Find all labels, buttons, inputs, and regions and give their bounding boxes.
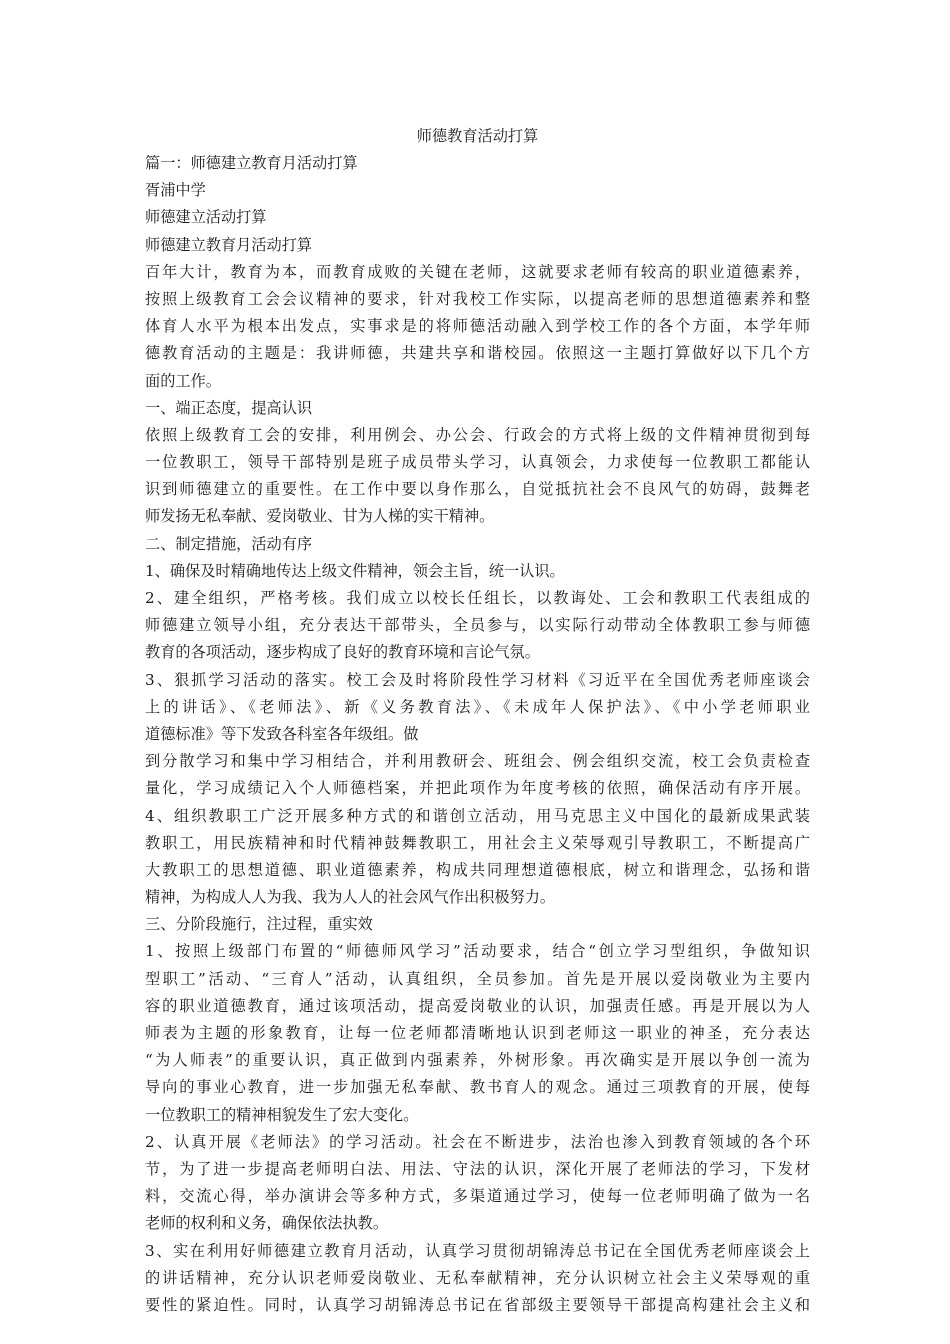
text-line: 要性的紧迫性。同时，认真学习胡锦涛总书记在省部级主要领导干部提高构建社会主义和 bbox=[145, 1295, 810, 1314]
text-line: 精神，为构成人人为我、我为人人的社会风气作出积极努力。 bbox=[145, 888, 556, 907]
text-line: 导向的事业心教育，进一步加强无私奉献、教书育人的观念。通过三项教育的开展，使每 bbox=[145, 1078, 810, 1097]
text-line: 依照上级教育工会的安排，利用例会、办公会、行政会的方式将上级的文件精神贯彻到每 bbox=[145, 425, 810, 444]
document-body bbox=[145, 150, 810, 1319]
document-title: 师德教育活动打算 bbox=[416, 127, 539, 145]
text-line: 1、确保及时精确地传达上级文件精神，领会主旨，统一认识。 bbox=[145, 561, 565, 580]
text-line: 篇一：师德建立教育月活动打算 bbox=[145, 154, 358, 172]
text-line: 一、端正态度，提高认识 bbox=[145, 398, 313, 417]
text-line: 一位教职工的精神相貌发生了宏大变化。 bbox=[145, 1105, 419, 1124]
text-line: 3、实在利用好师德建立教育月活动，认真学习贯彻胡锦涛总书记在全国优秀老师座谈会上 bbox=[145, 1241, 810, 1260]
text-line: 到分散学习和集中学习相结合，并利用教研会、班组会、例会组织交流，校工会负责检查 bbox=[145, 752, 810, 771]
text-line: 识到师德建立的重要性。在工作中要以身作那么，自觉抵抗社会不良风气的妨碍，鼓舞老 bbox=[145, 480, 810, 499]
text-line: 三、分阶段施行，注过程，重实效 bbox=[145, 915, 373, 934]
text-line: 型职工”活动、“三育人”活动，认真组织，全员参加。首先是开展以爱岗敬业为主要内 bbox=[145, 969, 810, 988]
text-line: 胥浦中学 bbox=[145, 181, 206, 200]
text-line: 容的职业道德教育，通过该项活动，提高爱岗敬业的认识，加强责任感。再是开展以为人 bbox=[145, 996, 810, 1015]
text-line: 道德标准》等下发致各科室各年级组。做 bbox=[145, 724, 419, 743]
text-line: 节，为了进一步提高老师明白法、用法、守法的认识，深化开展了老师法的学习，下发材 bbox=[145, 1159, 810, 1178]
text-line: 1、按照上级部门布置的“师德师风学习”活动要求，结合“创立学习型组织，争做知识 bbox=[145, 942, 810, 961]
text-line: 2、建全组织，严格考核。我们成立以校长任组长，以教诲处、工会和教职工代表组成的 bbox=[145, 589, 810, 607]
text-line: 体育人水平为根本出发点，实事求是的将师德活动融入到学校工作的各个方面，本学年师 bbox=[145, 317, 810, 336]
text-line: “为人师表”的重要认识，真正做到内强素养，外树形象。再次确实是开展以争创一流为 bbox=[145, 1051, 810, 1070]
text-line: 师发扬无私奉献、爱岗敬业、甘为人梯的实干精神。 bbox=[145, 507, 495, 526]
text-line: 2、认真开展《老师法》的学习活动。社会在不断进步，法治也渗入到教育领域的各个环 bbox=[145, 1132, 810, 1151]
text-line: 老师的权利和义务，确保依法执教。 bbox=[145, 1214, 388, 1233]
text-line: 师表为主题的形象教育，让每一位老师都清晰地认识到老师这一职业的神圣，充分表达 bbox=[145, 1024, 810, 1042]
text-line: 上的讲话》、《老师法》、新《义务教育法》、《未成年人保护法》、《中小学老师职业 bbox=[145, 697, 810, 716]
text-line: 4、组织教职工广泛开展多种方式的和谐创立活动，用马克思主义中国化的最新成果武装 bbox=[145, 806, 810, 825]
text-line: 3、狠抓学习活动的落实。校工会及时将阶段性学习材料《习近平在全国优秀老师座谈会 bbox=[145, 670, 810, 689]
text-line: 按照上级教育工会会议精神的要求，针对我校工作实际，以提高老师的思想道德素养和整 bbox=[145, 289, 810, 308]
text-line: 师德建立领导小组，充分表达干部带头，全员参与，以实际行动带动全体教职工参与师德 bbox=[145, 616, 810, 635]
text-line: 面的工作。 bbox=[145, 371, 221, 390]
text-line: 教职工，用民族精神和时代精神鼓舞教职工，用社会主义荣辱观引导教职工，不断提高广 bbox=[145, 833, 810, 852]
text-line: 大教职工的思想道德、职业道德素养，构成共同理想道德根底，树立和谐理念，弘扬和谐 bbox=[145, 860, 810, 879]
text-line: 德教育活动的主题是：我讲师德，共建共享和谐校园。依照这一主题打算做好以下几个方 bbox=[145, 344, 810, 363]
text-line: 师德建立教育月活动打算 bbox=[145, 235, 313, 254]
text-line: 教育的各项活动，逐步构成了良好的教育环境和言论气氛。 bbox=[145, 643, 540, 662]
text-line: 量化，学习成绩记入个人师德档案，并把此项作为年度考核的依照，确保活动有序开展。 bbox=[145, 779, 810, 798]
text-line: 百年大计，教育为本，而教育成败的关键在老师，这就要求老师有较高的职业道德素养， bbox=[145, 262, 810, 281]
text-line: 二、制定措施，活动有序 bbox=[145, 534, 313, 553]
text-line: 师德建立活动打算 bbox=[145, 208, 267, 227]
text-line: 料，交流心得，举办演讲会等多种方式，多渠道通过学习，使每一位老师明确了做为一名 bbox=[145, 1187, 810, 1206]
text-line: 一位教职工，领导干部特别是班子成员带头学习，认真领会，力求使每一位教职工都能认 bbox=[145, 453, 810, 472]
document-page bbox=[145, 122, 810, 1319]
text-line: 的讲话精神，充分认识老师爱岗敬业、无私奉献精神，充分认识树立社会主义荣辱观的重 bbox=[145, 1268, 810, 1287]
